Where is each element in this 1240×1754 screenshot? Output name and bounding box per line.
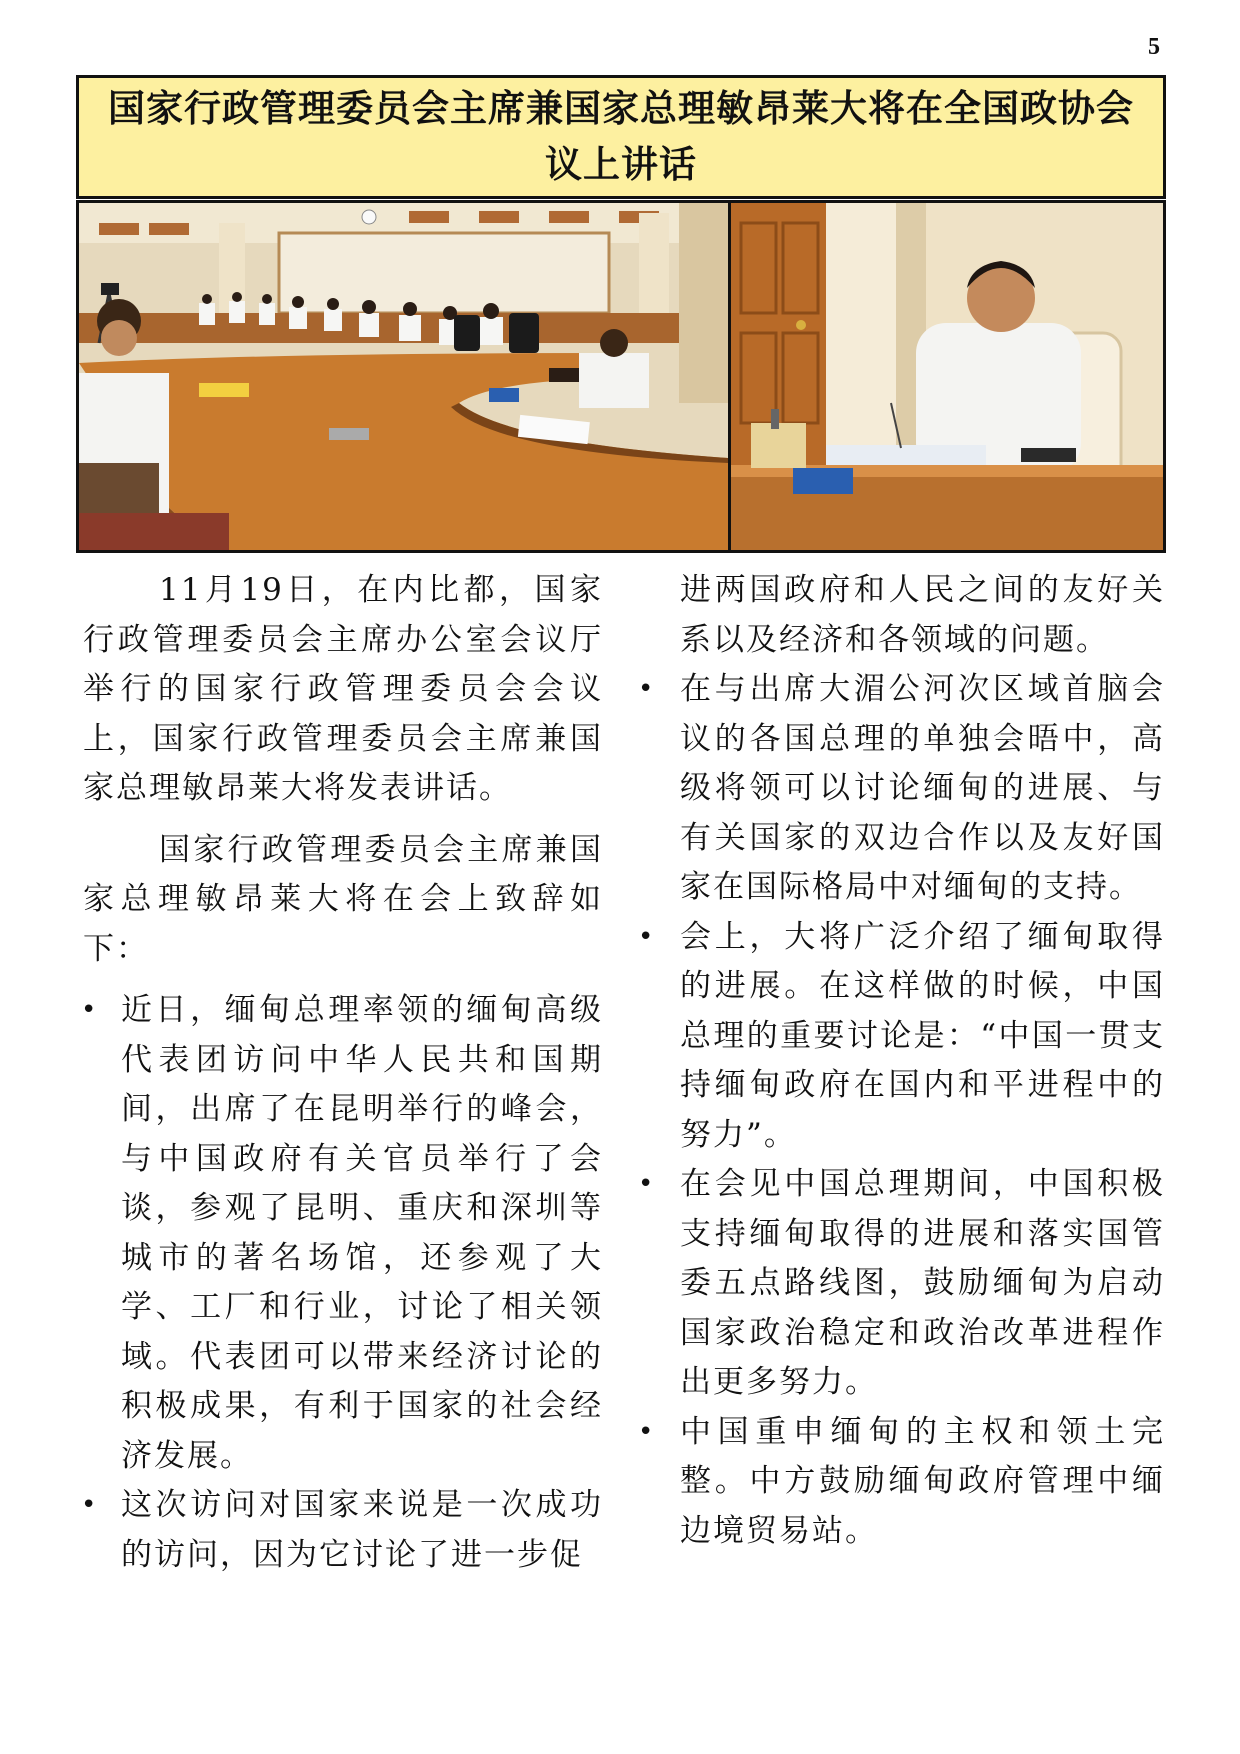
title-banner	[76, 75, 1166, 199]
list-item: • 中国重申缅甸的主权和领土完整。中方鼓励缅甸政府管理中缅边境贸易站。	[640, 1408, 1165, 1557]
meeting-room-photo	[79, 203, 731, 550]
paragraph-speech-intro: 国家行政管理委员会主席兼国家总理敏昂莱大将在会上致辞如下：	[83, 831, 603, 967]
left-column	[83, 566, 603, 1580]
list-item: • 在与出席大湄公河次区域首脑会议的各国总理的单独会晤中，高级将领可以讨论缅甸的进展、与有关国家的双边合作以及友好国家在国际格局中对缅甸的支持。	[640, 665, 1165, 913]
photo-strip	[76, 200, 1166, 553]
list-item: • 近日，缅甸总理率领的缅甸高级代表团访问中华人民共和国期间，出席了在昆明举行的峰会，与中国政府有关官员举行了会谈，参观了昆明、重庆和深圳等城市的著名场馆，还参观了大学、工厂和行业，讨论了相关领域。代表团可以带来经济讨论的积极成果，有利于国家的社会经济发展。	[83, 986, 603, 1481]
paragraph-intro: 11月19日，在内比都，国家行政管理委员会主席办公室会议厅举行的国家行政管理委员会会议上，国家行政管理委员会主席兼国家总理敏昂莱大将发表讲话。	[83, 572, 603, 806]
list-item: • 在会见中国总理期间，中国积极支持缅甸取得的进展和落实国管委五点路线图，鼓励缅甸为启动国家政治稳定和政治改革进程作出更多努力。	[640, 1160, 1165, 1408]
speaker-photo	[731, 203, 1163, 550]
right-column	[640, 566, 1165, 1556]
paragraph-continuation: 进两国政府和人民之间的友好关系以及经济和各领域的问题。	[680, 572, 1165, 658]
list-item: • 会上，大将广泛介绍了缅甸取得的进展。在这样做的时候，中国总理的重要讨论是：“中国一贯支持缅甸政府在国内和平进程中的努力”。	[640, 913, 1165, 1161]
speaker-illustration	[731, 203, 1163, 550]
bullet-list-left	[83, 986, 603, 1580]
article-title: 国家行政管理委员会主席兼国家总理敏昂莱大将在全国政协会议上讲话	[108, 87, 1134, 186]
meeting-room-illustration	[79, 203, 728, 550]
bullet-list-right	[640, 665, 1165, 1556]
list-item: • 这次访问对国家来说是一次成功的访问，因为它讨论了进一步促	[83, 1481, 603, 1580]
page-number: 5	[1148, 34, 1160, 60]
